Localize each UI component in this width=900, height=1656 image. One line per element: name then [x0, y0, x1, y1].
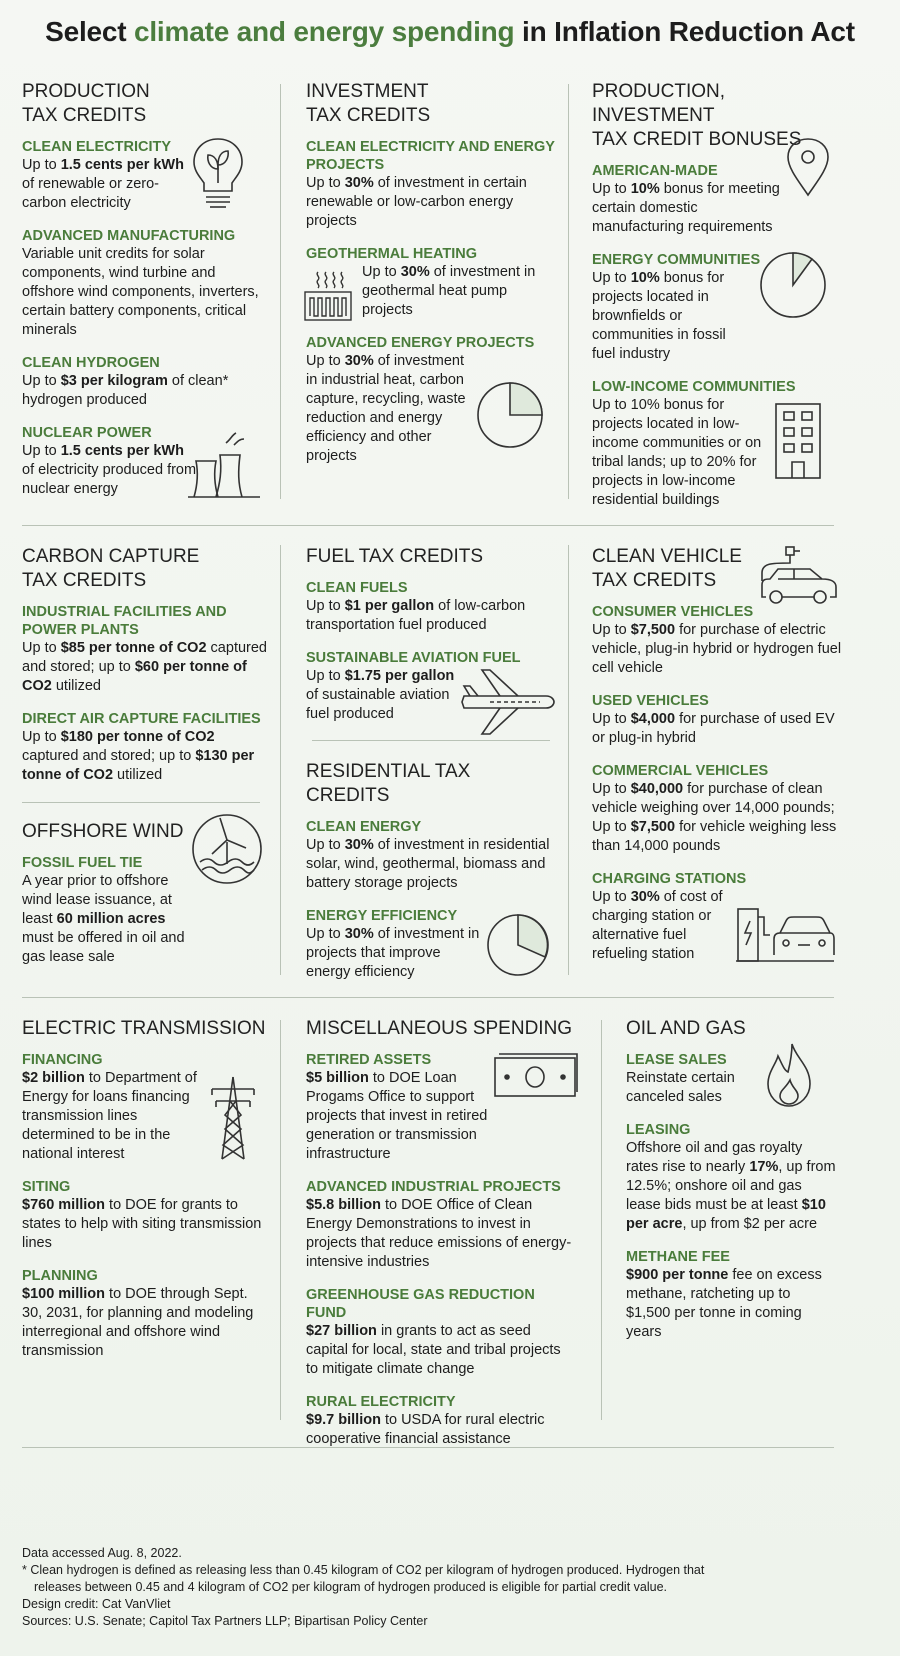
spending-item: [306, 1178, 576, 1272]
item-label: CONSUMER VEHICLES: [592, 604, 754, 620]
description-text: Up to: [306, 175, 345, 191]
description-text: utilized: [113, 767, 163, 783]
section-heading-line: OFFSHORE WIND: [22, 821, 184, 842]
highlight-amount: $5 billion: [306, 1070, 369, 1086]
description-text: Up to: [22, 157, 61, 173]
section-heading: [306, 760, 556, 808]
section-heading-line: ELECTRIC TRANSMISSION: [22, 1018, 266, 1039]
highlight-amount: 17%: [749, 1159, 779, 1175]
description-text: of renewable or zero-carbon electricity: [22, 176, 160, 211]
item-description: [626, 1266, 836, 1342]
charging-station-icon: [736, 895, 836, 965]
flame-icon: [764, 1042, 814, 1108]
description-text: , up from 12.5%; onshore oil and gas lease bids must be at least: [626, 1159, 836, 1213]
section-heading-line: PRODUCTION: [22, 81, 150, 102]
description-text: of investment in geothermal heat pump projects: [362, 264, 536, 318]
spending-item: [592, 692, 842, 748]
description-text: must be offered in oil and gas lease sale: [22, 930, 185, 965]
item-label: ENERGY COMMUNITIES: [592, 252, 761, 268]
column-divider: [280, 84, 281, 499]
section-heading: [22, 545, 267, 593]
section-heading-line: TAX CREDITS: [22, 105, 147, 126]
item-label: CLEAN ELECTRICITY AND ENERGY PROJECTS: [306, 139, 555, 173]
footer-divider: [22, 1447, 834, 1448]
section-heading-line: FUEL TAX CREDITS: [306, 546, 484, 567]
description-text: A year prior to offshore wind lease issuance, at least: [22, 873, 172, 927]
row-divider: [22, 997, 834, 998]
description-text: for purchase of electric vehicle, plug-in hybrid or hydrogen fuel cell vehicle: [592, 622, 842, 676]
description-text: Up to: [592, 181, 631, 197]
transmission-tower-icon: [208, 1075, 258, 1161]
spending-item: [22, 603, 267, 696]
description-text: of low-carbon transportation fuel produced: [306, 598, 526, 633]
item-label: FINANCING: [22, 1052, 103, 1068]
section-heading: [306, 545, 556, 569]
item-label: ADVANCED INDUSTRIAL PROJECTS: [306, 1179, 561, 1195]
section-heading: [22, 1017, 267, 1041]
building-icon: [770, 400, 826, 480]
design-credit: Design credit: Cat VanVliet: [22, 1597, 171, 1611]
hydrogen-footnote-continued: releases between 0.45 and 4 kilogram of CO2 per kilogram of hydrogen produced is eligible for partial credit value.: [34, 1580, 667, 1594]
item-label: RURAL ELECTRICITY: [306, 1394, 456, 1410]
item-label: SITING: [22, 1179, 71, 1195]
highlight-amount: $760 million: [22, 1197, 106, 1213]
description-text: to Department of Energy for loans financing transmission lines determined to be in the national interest: [22, 1070, 197, 1162]
description-text: Offshore oil and gas royalty rates rise to nearly: [626, 1140, 803, 1175]
item-description: [592, 780, 842, 856]
description-text: in grants to act as seed capital for local, state and tribal projects to mitigate climate change: [306, 1323, 561, 1377]
section-heading-line: TAX CREDITS: [592, 570, 717, 591]
section-heading-line: CARBON CAPTURE: [22, 546, 200, 567]
subsection-divider: [22, 802, 260, 803]
description-text: of clean* hydrogen produced: [22, 373, 229, 408]
description-text: to DOE Loan Progams Office to support projects that invest in retired generation or transmission infrastructure: [306, 1070, 488, 1162]
description-text: of investment in industrial heat, carbon capture, recycling, waste reduction and energy efficiency and other projects: [306, 353, 466, 464]
item-label: ADVANCED ENERGY PROJECTS: [306, 335, 535, 351]
item-label: CLEAN ELECTRICITY: [22, 139, 172, 155]
item-label: CHARGING STATIONS: [592, 871, 747, 887]
highlight-amount: 30%: [630, 889, 660, 905]
hydrogen-footnote: * Clean hydrogen is defined as releasing less than 0.45 kilogram of CO2 per kilogram of hydrogen produced. Hydrogen that: [22, 1563, 705, 1577]
item-description: [592, 269, 752, 364]
section-heading-line: PRODUCTION, INVESTMENT: [592, 81, 725, 126]
item-description: [592, 621, 842, 678]
item-description: [626, 1069, 756, 1107]
section-heading-line: INVESTMENT: [306, 81, 429, 102]
highlight-amount: 30%: [344, 837, 374, 853]
item-description: [592, 180, 782, 237]
item-label: COMMERCIAL VEHICLES: [592, 763, 769, 779]
item-description: [22, 1285, 267, 1361]
description-text: Up to: [22, 729, 61, 745]
spending-item: [306, 1286, 576, 1379]
item-label: AMERICAN-MADE: [592, 163, 718, 179]
item-description: [22, 1196, 267, 1253]
section-heading-line: TAX CREDIT BONUSES: [592, 129, 802, 150]
highlight-amount: $85 per tonne of CO2: [60, 640, 207, 656]
description-text: utilized: [51, 678, 101, 694]
highlight-amount: $40,000: [630, 781, 684, 797]
item-description: [592, 396, 767, 510]
item-description: [306, 352, 476, 466]
highlight-amount: $130 per tonne of CO2: [22, 748, 255, 783]
section-electric-transmission: [22, 1017, 267, 1375]
item-label: GREENHOUSE GAS REDUCTION FUND: [306, 1287, 535, 1321]
highlight-amount: 10%: [630, 270, 660, 286]
item-label: USED VEHICLES: [592, 693, 709, 709]
column-divider: [601, 1020, 602, 1420]
highlight-amount: $60 per tonne of CO2: [22, 659, 247, 694]
highlight-amount: $7,500: [630, 819, 676, 835]
description-text: captured and stored; up to: [22, 748, 196, 764]
description-text: to DOE Office of Clean Energy Demonstrations to invest in projects that reduce emissions of energy-intensive industries: [306, 1197, 572, 1270]
item-label: PLANNING: [22, 1268, 98, 1284]
highlight-amount: 30%: [400, 264, 430, 280]
description-text: fee on excess methane, ratcheting up to $1,500 per tonne in coming years: [626, 1267, 822, 1340]
item-description: [22, 728, 267, 785]
highlight-amount: 30%: [344, 353, 374, 369]
description-text: Up to: [306, 598, 345, 614]
spending-item: [22, 354, 262, 410]
highlight-amount: $27 billion: [306, 1323, 377, 1339]
description-text: Up to: [22, 640, 61, 656]
data-accessed-note: Data accessed Aug. 8, 2022.: [22, 1546, 182, 1560]
description-text: for purchase of clean vehicle weighing over 14,000 pounds; Up to: [592, 781, 835, 835]
highlight-amount: $4,000: [630, 711, 676, 727]
highlight-amount: 60 million acres: [56, 911, 166, 927]
description-text: of investment in projects that improve energy efficiency: [306, 926, 480, 980]
description-text: Up to: [592, 781, 631, 797]
wind-turbine-icon: [190, 812, 264, 886]
footer: [22, 1545, 882, 1630]
pie-chart-icon: [475, 380, 545, 450]
item-description: [306, 1411, 576, 1449]
highlight-amount: $10 per acre: [626, 1197, 826, 1232]
section-heading-line: OIL AND GAS: [626, 1018, 746, 1039]
nuclear-plant-icon: [186, 425, 262, 501]
item-label: ENERGY EFFICIENCY: [306, 908, 458, 924]
spending-item: [306, 138, 556, 231]
item-label: NUCLEAR POWER: [22, 425, 152, 441]
description-text: for purchase of used EV or plug-in hybrid: [592, 711, 835, 746]
highlight-amount: 10%: [630, 181, 660, 197]
spending-item: [592, 603, 842, 678]
description-text: bonus for projects located in brownfields or communities in fossil fuel industry: [592, 270, 726, 362]
item-description: [22, 442, 197, 499]
spending-item: [626, 1248, 836, 1342]
page-title: Select climate and energy spending in Inflation Reduction Act: [45, 16, 855, 47]
highlight-amount: $100 million: [22, 1286, 106, 1302]
spending-item: [306, 579, 556, 635]
item-label: LOW-INCOME COMMUNITIES: [592, 379, 796, 395]
description-text: to USDA for rural electric cooperative financial assistance: [306, 1412, 545, 1447]
description-text: Up to: [592, 711, 631, 727]
sources: Sources: U.S. Senate; Capitol Tax Partners LLP; Bipartisan Policy Center: [22, 1614, 428, 1628]
section-heading-line: TAX CREDITS: [22, 570, 147, 591]
spending-item: [592, 762, 842, 856]
description-text: to DOE through Sept. 30, 2031, for planning and modeling interregional and offshore wind transmission: [22, 1286, 254, 1359]
description-text: Up to: [22, 373, 61, 389]
description-text: Up to 10% bonus for projects located in low-income communities or on tribal lands; up to 20% for projects in low-income residential buildings: [592, 397, 762, 508]
item-description: [306, 836, 556, 893]
spending-item: [22, 1267, 267, 1361]
description-text: of cost of charging station or alternative fuel refueling station: [592, 889, 723, 962]
description-text: of sustainable aviation fuel produced: [306, 687, 450, 722]
section-heading: [306, 80, 556, 128]
item-label: CLEAN HYDROGEN: [22, 355, 160, 371]
item-label: CLEAN FUELS: [306, 580, 408, 596]
description-text: Up to: [592, 270, 631, 286]
highlight-amount: $1.75 per gallon: [344, 668, 455, 684]
description-text: Up to: [306, 837, 345, 853]
description-text: Up to: [306, 926, 345, 942]
item-description: [306, 174, 556, 231]
section-heading: [22, 80, 262, 128]
item-description: [22, 639, 267, 696]
description-text: Up to: [306, 668, 345, 684]
item-description: [306, 925, 486, 982]
spending-item: [626, 1121, 836, 1234]
spending-item: [22, 710, 267, 785]
money-bill-icon: [493, 1052, 579, 1098]
highlight-amount: $9.7 billion: [306, 1412, 381, 1428]
item-description: [592, 888, 737, 964]
subsection-divider: [312, 740, 550, 741]
highlight-amount: 1.5 cents per kWh: [60, 157, 184, 173]
ev-car-icon: [758, 545, 838, 607]
item-label: DIRECT AIR CAPTURE FACILITIES: [22, 711, 261, 727]
item-description: [22, 872, 192, 967]
highlight-amount: $900 per tonne: [626, 1267, 729, 1283]
highlight-amount: $7,500: [630, 622, 676, 638]
item-label: INDUSTRIAL FACILITIES AND POWER PLANTS: [22, 604, 227, 638]
item-label: LEASING: [626, 1122, 691, 1138]
geothermal-icon: [304, 270, 354, 322]
spending-item: [306, 1393, 576, 1449]
column-divider: [280, 1020, 281, 1420]
lightbulb-icon: [190, 135, 246, 211]
column-divider: [568, 545, 569, 975]
description-text: captured and stored; up to: [22, 640, 267, 675]
row-divider: [22, 525, 834, 526]
pie-chart-icon: [485, 912, 551, 978]
item-description: [626, 1139, 836, 1234]
item-description: [306, 597, 556, 635]
highlight-amount: 30%: [344, 926, 374, 942]
description-text: to DOE for grants to states to help with siting transmission lines: [22, 1197, 262, 1251]
spending-item: [22, 1178, 267, 1253]
highlight-amount: $3 per kilogram: [60, 373, 168, 389]
highlight-amount: $180 per tonne of CO2: [60, 729, 215, 745]
description-text: Up to: [592, 622, 631, 638]
description-text: of investment in certain renewable or low-carbon energy projects: [306, 175, 527, 229]
section-heading-line: RESIDENTIAL TAX CREDITS: [306, 761, 471, 806]
description-text: Up to: [306, 353, 345, 369]
section-heading-line: MISCELLANEOUS SPENDING: [306, 1018, 573, 1039]
location-pin-icon: [786, 137, 830, 197]
item-label: GEOTHERMAL HEATING: [306, 246, 478, 262]
item-label: ADVANCED MANUFACTURING: [22, 228, 236, 244]
airplane-icon: [460, 666, 556, 736]
description-text: Up to: [362, 264, 401, 280]
item-description: [592, 710, 842, 748]
item-description: [22, 245, 262, 340]
column-divider: [280, 545, 281, 975]
description-text: Up to: [22, 443, 61, 459]
description-text: Reinstate certain canceled sales: [626, 1070, 735, 1105]
highlight-amount: $2 billion: [22, 1070, 85, 1086]
item-label: SUSTAINABLE AVIATION FUEL: [306, 650, 521, 666]
section-heading-line: CLEAN VEHICLE: [592, 546, 742, 567]
item-description: [306, 667, 456, 724]
item-label: METHANE FEE: [626, 1249, 730, 1265]
item-label: LEASE SALES: [626, 1052, 727, 1068]
column-divider: [568, 84, 569, 499]
section-heading: [626, 1017, 836, 1041]
description-text: of electricity produced from nuclear energy: [22, 462, 197, 497]
item-label: CLEAN ENERGY: [306, 819, 422, 835]
highlight-amount: $5.8 billion: [306, 1197, 381, 1213]
highlight-amount: $1 per gallon: [344, 598, 435, 614]
section-heading-line: TAX CREDITS: [306, 105, 431, 126]
description-text: Variable unit credits for solar components, wind turbine and offshore wind components, inverters, certain battery components, critical minerals: [22, 246, 259, 338]
item-label: FOSSIL FUEL TIE: [22, 855, 143, 871]
section-carbon-capture: [22, 545, 267, 799]
description-text: for vehicle weighing less than 14,000 pounds: [592, 819, 837, 854]
item-label: RETIRED ASSETS: [306, 1052, 432, 1068]
description-text: of investment in residential solar, wind, geothermal, biomass and battery storage projects: [306, 837, 550, 891]
item-description: [22, 1069, 202, 1164]
item-description: [306, 1069, 491, 1164]
spending-item: [306, 818, 556, 893]
highlight-amount: 30%: [344, 175, 374, 191]
spending-item: [22, 227, 262, 340]
pie-chart-icon: [758, 250, 828, 320]
description-text: bonus for meeting certain domestic manufacturing requirements: [592, 181, 780, 235]
item-description: [22, 156, 192, 213]
section-heading: [306, 1017, 576, 1041]
item-description: [22, 372, 262, 410]
description-text: Up to: [592, 889, 631, 905]
item-description: [306, 1322, 576, 1379]
item-description: [306, 1196, 576, 1272]
description-text: , up from $2 per acre: [682, 1216, 818, 1232]
highlight-amount: 1.5 cents per kWh: [60, 443, 184, 459]
